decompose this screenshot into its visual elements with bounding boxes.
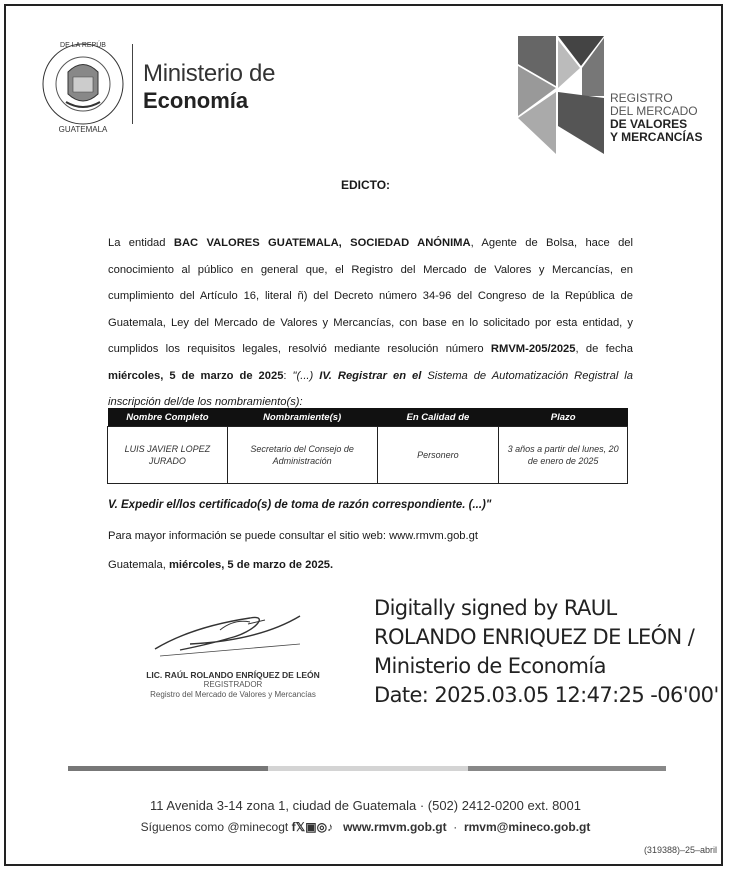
- more-info-text: Para mayor información se puede consultar el sitio web: www.rmvm.gob.gt: [108, 530, 478, 542]
- publication-code: (319388)–25–abril: [643, 845, 717, 855]
- edict-paragraph: La entidad BAC VALORES GUATEMALA, SOCIEDAD ANÓNIMA, Agente de Bolsa, hace del conocimiento al público en general que, el Registro del Mercado de Valores y Mercancías, en cumplimiento del Artículo 16, literal ñ) del Decreto número 34-96 del Congreso de la República de Guatemala, Ley del Mercado de Valores y Mercancías, con base en lo solicitado por esta entidad, y cumplidos los requisitos legales, resolvió mediante resolución número RMVM-205/2025, de fecha miércoles, 5 de marzo de 2025: "(...) IV. Registrar en el Sistema de Automatización Registral la inscripción del/de los nombramiento(s):: [108, 237, 634, 408]
- appointment-table: [107, 408, 628, 484]
- seal-text: GUATEMALA: [58, 125, 108, 134]
- table-header-row: [108, 408, 628, 427]
- table-cell: LUIS JAVIER LOPEZ JURADO: [108, 427, 228, 484]
- digital-signature-stamp: [374, 594, 719, 710]
- table-header-cell: En Calidad de: [377, 408, 499, 427]
- header-divider: [132, 44, 133, 124]
- email-link[interactable]: rmvm@mineco.gob.gt: [463, 820, 591, 834]
- table-header-cell: Nombre Completo: [108, 408, 228, 427]
- digital-line4: Date: 2025.03.05 12:47:25 -06'00': [374, 683, 719, 707]
- rmvm-logo-icon: [516, 36, 606, 156]
- signatory-block: [108, 670, 358, 700]
- handwritten-signature-icon: [150, 604, 310, 659]
- follow-text: Síguenos como @minecogt: [140, 820, 289, 834]
- registry-name: [610, 92, 702, 144]
- table-header-cell: Nombramiente(s): [227, 408, 377, 427]
- table-cell: 3 años a partir del lunes, 20 de enero de 2025: [499, 427, 628, 484]
- svg-text:DE LA REPÚB: DE LA REPÚB: [60, 42, 106, 49]
- footer-bar-left: [68, 766, 268, 771]
- resolution-point-v: V. Expedir el/los certificado(s) de toma de razón correspondiente. (...)": [108, 499, 492, 511]
- document-title: EDICTO:: [340, 178, 391, 192]
- digital-line3: Ministerio de Economía: [374, 654, 606, 678]
- registry-line3: DE VALORES: [610, 117, 688, 131]
- table-cell: Secretario del Consejo de Administración: [227, 427, 377, 484]
- place-date: Guatemala, miércoles, 5 de marzo de 2025.: [108, 559, 334, 571]
- website-link[interactable]: www.rmvm.gob.gt: [343, 820, 447, 834]
- footer-separator: ·: [453, 820, 458, 834]
- registry-line1: REGISTRO: [610, 91, 673, 105]
- social-icons: f𝕏▣◎♪: [291, 820, 334, 834]
- table-row: [108, 427, 628, 484]
- ministry-name-line2: Economía: [143, 88, 249, 113]
- signatory-name: LIC. RAÚL ROLANDO ENRÍQUEZ DE LEÓN: [146, 670, 320, 680]
- footer-bar-middle: [268, 766, 468, 771]
- guatemala-seal-icon: [38, 32, 128, 142]
- table-header-cell: Plazo: [499, 408, 628, 427]
- digital-line1: Digitally signed by RAUL: [374, 596, 617, 620]
- registry-line2: DEL MERCADO: [610, 104, 698, 118]
- footer-address: 11 Avenida 3-14 zona 1, ciudad de Guatemala · (502) 2412-0200 ext. 8001: [150, 798, 581, 813]
- registry-line4: Y MERCANCÍAS: [610, 130, 703, 144]
- footer-contacts: [0, 820, 731, 834]
- footer-bar-right: [468, 766, 666, 771]
- signatory-role: REGISTRADOR: [203, 680, 263, 689]
- ministry-name-line1: Ministerio de: [143, 60, 276, 87]
- table-cell: Personero: [377, 427, 499, 484]
- signatory-org: Registro del Mercado de Valores y Mercancías: [150, 690, 316, 699]
- digital-line2: ROLANDO ENRIQUEZ DE LEÓN /: [374, 625, 695, 649]
